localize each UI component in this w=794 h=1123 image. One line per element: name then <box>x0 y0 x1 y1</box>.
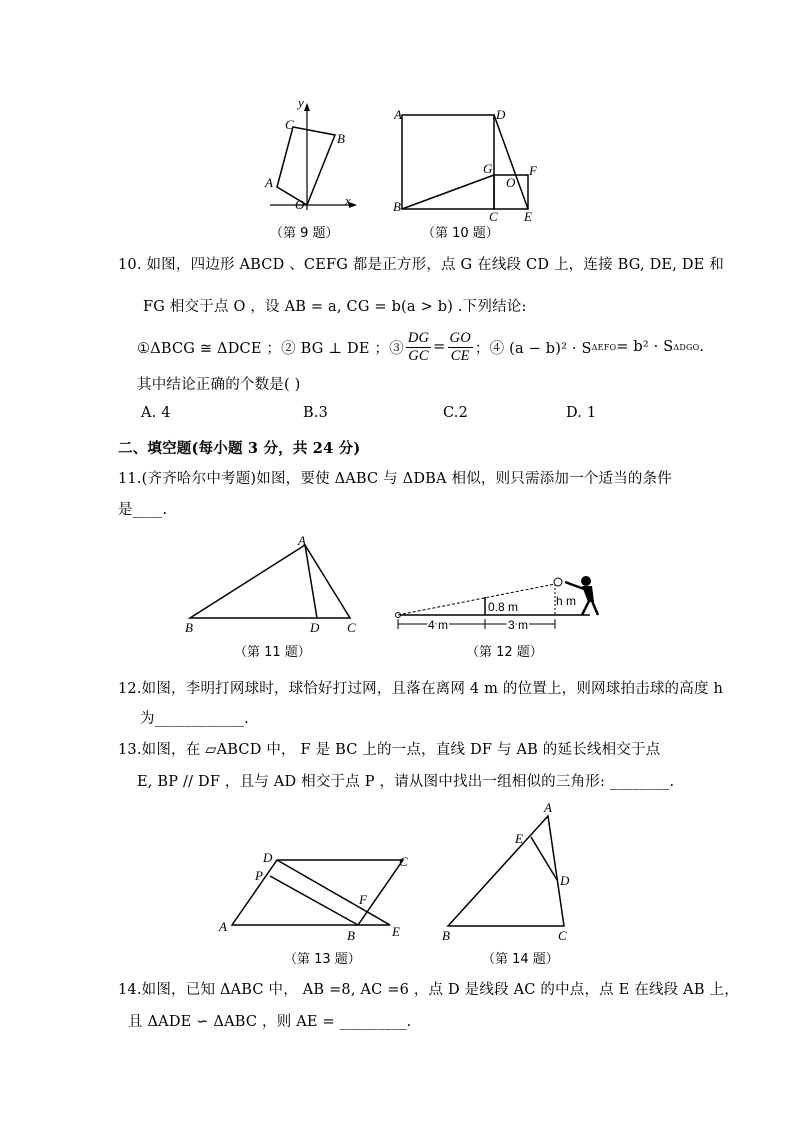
fig10-label-A: A <box>394 107 402 122</box>
fig12-label-h: h m <box>556 594 577 608</box>
q12-line-2: 为____________. <box>140 711 249 727</box>
q13-line-2: E, BP // DF ，且与 AD 相交于点 P ，请从图中找出一组相似的三角形: ________. <box>137 774 675 790</box>
q10-line-2: FG 相交于点 O ，设 AB = a, CG = b(a > b) .下列结论: <box>143 299 527 315</box>
figure-13 <box>215 848 410 943</box>
q10-option-b: B.3 <box>303 405 329 421</box>
q11-line-2: 是____. <box>118 502 168 518</box>
q12-line-1: 12.如图，李明打网球时，球恰好打过网，且落在离网 4 m 的位置上，则网球拍击球的高度 h <box>118 681 724 697</box>
fig9-label-y: y <box>298 95 304 110</box>
figure-14 <box>438 800 578 945</box>
q10-frac2-denominator: CE <box>450 347 470 364</box>
fig12-label-3m: 3 m <box>508 618 529 632</box>
q10-fraction-dg-gc <box>406 330 431 365</box>
fig14-label-E: E <box>515 831 523 846</box>
q10-sub-dgo: ΔDGO <box>673 342 700 352</box>
q10-fraction-go-ce <box>448 330 473 365</box>
q13-line-1: 13.如图，在 ▱ABCD 中， F 是 BC 上的一点，直线 DF 与 AB 的延长线相交于点 <box>118 742 661 758</box>
fig10-label-B: B <box>393 199 401 214</box>
fig11-label-C: C <box>347 620 356 635</box>
figure-9 <box>255 95 365 230</box>
fig14-label-A: A <box>544 800 552 815</box>
fig10-label-G: G <box>483 161 493 176</box>
fig11-label-B: B <box>185 620 193 635</box>
q14-line-2: 且 ΔADE ∽ ΔABC ，则 AE = _________. <box>128 1014 412 1030</box>
fig9-label-x: x <box>345 193 351 208</box>
fig13-label-E: E <box>392 924 400 939</box>
q14-line-1: 14.如图，已知 ΔABC 中， AB =8, AC =6 ，点 D 是线段 AC 的中点，点 E 在线段 AB 上， <box>118 982 739 998</box>
fig9-label-C: C <box>285 117 294 132</box>
fig10-caption: （第 10 题） <box>422 226 499 241</box>
q10-frac1-numerator: DG <box>407 329 430 346</box>
q10-option-d: D. 1 <box>566 405 597 421</box>
fig10-label-F: F <box>529 163 537 178</box>
fig12-label-4m: 4 m <box>428 618 449 632</box>
q10-option-c: C.2 <box>443 405 469 421</box>
fig9-label-A: A <box>265 175 273 190</box>
q10-conclusions <box>137 327 704 367</box>
q10-frac2-numerator: GO <box>449 329 471 346</box>
q10-conclusion-4c: . <box>699 339 705 355</box>
fig9-label-O: O <box>295 197 305 212</box>
figure-11 <box>180 535 370 635</box>
q10-conclusion-1-2-3: ①ΔBCG ≅ ΔDCE ；② BG ⊥ DE ；③ <box>137 340 404 357</box>
q11-line-1: 11.(齐齐哈尔中考题)如图，要使 ΔABC 与 ΔDBA 相似，则只需添加一个适当的条件 <box>118 471 672 487</box>
fig13-label-A: A <box>219 919 227 934</box>
fig13-caption: （第 13 题） <box>284 952 361 967</box>
q10-option-a: A. 4 <box>141 405 171 421</box>
fig10-label-E: E <box>524 209 532 224</box>
fig11-label-D: D <box>310 620 320 635</box>
fig12-caption: （第 12 题） <box>466 645 543 660</box>
figure-12 <box>390 570 605 640</box>
q10-sub-efo: ΔEFO <box>591 342 617 352</box>
q10-line-1: 10. 如图，四边形 ABCD 、CEFG 都是正方形，点 G 在线段 CD 上，连接 BG, DE, DE 和 <box>118 257 724 273</box>
q10-conclusion-4: ；④ (a − b)² · S <box>474 340 592 357</box>
q10-conclusion-4b: = b² · S <box>616 339 674 355</box>
fig14-caption: （第 14 题） <box>482 952 559 967</box>
fig11-label-A: A <box>298 533 306 548</box>
fig12-label-net: 0.8 m <box>488 600 519 614</box>
figure-10 <box>392 105 542 224</box>
fig10-label-D: D <box>496 107 506 122</box>
fig13-label-B: B <box>347 928 355 943</box>
fig13-label-F: F <box>359 892 367 907</box>
section-heading: 二、填空题(每小题 3 分，共 24 分) <box>118 440 361 457</box>
fig14-label-C: C <box>558 928 567 943</box>
q10-equals: = <box>433 339 446 355</box>
fig14-label-B: B <box>442 928 450 943</box>
q10-frac1-denominator: GC <box>408 347 429 364</box>
fig13-label-D: D <box>263 850 273 865</box>
fig13-label-P: P <box>255 868 263 883</box>
fig13-label-C: C <box>399 854 408 869</box>
fig14-label-D: D <box>560 873 570 888</box>
fig9-caption: （第 9 题） <box>270 226 339 241</box>
fig10-label-C: C <box>489 209 498 224</box>
fig10-label-O: O <box>506 175 516 190</box>
fig11-caption: （第 11 题） <box>234 645 311 660</box>
q10-question: 其中结论正确的个数是( ) <box>137 377 301 393</box>
fig9-label-B: B <box>337 131 345 146</box>
